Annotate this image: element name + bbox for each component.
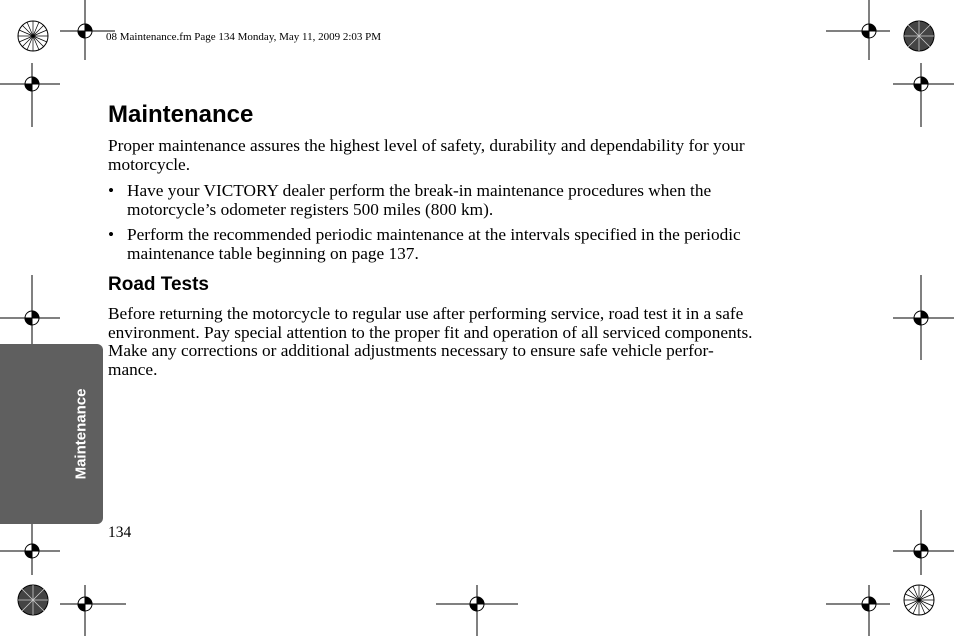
intro-paragraph <box>108 137 828 174</box>
bullet-marker: • <box>108 181 115 200</box>
bullet-line: Have your VICTORY dealer perform the break-in maintenance procedures when the <box>127 181 712 200</box>
section-line: Before returning the motorcycle to regular use after performing service, road test it in a safe <box>108 304 744 323</box>
intro-line: motorcycle. <box>108 154 191 174</box>
bullet-line: maintenance table beginning on page 137. <box>127 243 419 263</box>
bullet-item-2 <box>108 226 828 263</box>
chapter-tab-label: Maintenance <box>72 388 90 480</box>
bullet-line: Perform the recommended periodic maintenance at the intervals specified in the periodic <box>127 225 741 244</box>
page-title: Maintenance <box>108 101 254 128</box>
section-line: environment. Pay special attention to the proper fit and operation of all serviced components. <box>108 322 753 342</box>
intro-line: Proper maintenance assures the highest level of safety, durability and dependability for your <box>108 136 745 155</box>
section-title: Road Tests <box>108 274 210 295</box>
page-number: 134 <box>108 524 132 541</box>
bullet-item-1 <box>108 182 828 219</box>
section-line: mance. <box>108 359 158 379</box>
section-line: Make any corrections or additional adjustments necessary to ensure safe vehicle perfor- <box>108 341 714 360</box>
section-paragraph <box>108 305 828 379</box>
bullet-marker: • <box>108 225 115 244</box>
bullet-line: motorcycle’s odometer registers 500 miles (800 km). <box>127 199 494 219</box>
file-info-header: 08 Maintenance.fm Page 134 Monday, May 11, 2009 2:03 PM <box>106 31 382 43</box>
